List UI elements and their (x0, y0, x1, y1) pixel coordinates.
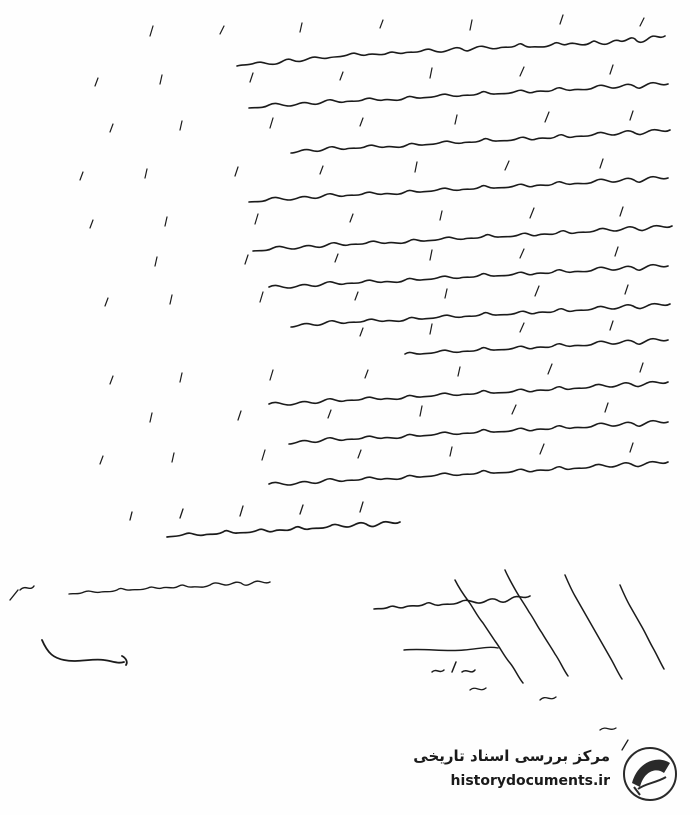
signature-date (432, 662, 475, 672)
handwriting-line-10 (289, 421, 668, 444)
handwriting-line-3 (291, 130, 670, 153)
closing-line (167, 522, 400, 537)
signature-right (374, 596, 530, 609)
watermark-title: مرکز بررسی اسناد تاریخی (413, 747, 610, 765)
handwriting-line-8 (405, 339, 668, 354)
watermark-text (413, 747, 610, 789)
handwriting-line-5 (253, 226, 672, 251)
handwriting-line-9 (269, 382, 668, 405)
margin-signature-left (42, 640, 127, 665)
handwriting-line-11 (269, 462, 668, 485)
diagonal-annotation-1 (455, 580, 523, 683)
diagonal-annotation-2 (505, 570, 568, 676)
watermark-url: historydocuments.ir (450, 773, 610, 789)
diagonal-annotation-4 (620, 585, 664, 669)
handwriting-line-4 (249, 177, 668, 202)
archive-watermark (388, 743, 688, 805)
handwriting-line-7 (291, 304, 670, 327)
handwriting-line-6 (269, 265, 668, 288)
margin-note-left (69, 581, 270, 594)
handwriting-line-2 (249, 83, 668, 108)
diagonal-annotation-3 (565, 575, 622, 679)
handwriting-line-1 (237, 36, 665, 66)
archive-logo-icon (618, 743, 682, 805)
